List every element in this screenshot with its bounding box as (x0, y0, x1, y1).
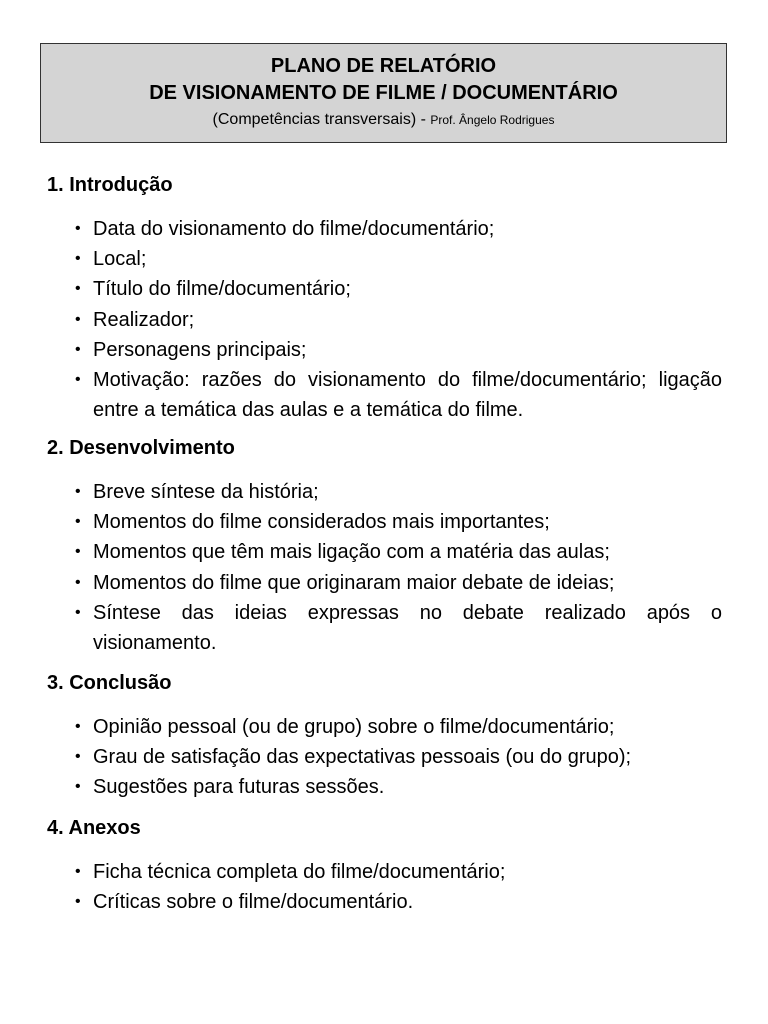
bullet-icon: • (75, 513, 81, 531)
bullet-icon: • (75, 748, 81, 766)
bullet-list (47, 712, 722, 803)
list-item-text: Críticas sobre o filme/documentário. (93, 891, 414, 914)
bullet-list (47, 214, 722, 425)
bullet-icon: • (75, 863, 81, 880)
list-item-text: Ficha técnica completa do filme/documentário; (93, 861, 506, 883)
list-item-text: Momentos que têm mais ligação com a matéria das aulas; (93, 541, 610, 564)
document-title-line2: DE VISIONAMENTO DE FILME / DOCUMENTÁRIO (149, 82, 618, 104)
document-subtitle (41, 110, 726, 130)
list-item (47, 477, 722, 507)
bullet-icon: • (75, 893, 81, 911)
section-title: 4. Anexos (47, 817, 141, 839)
section-conclusao (47, 671, 722, 803)
list-item (47, 887, 722, 917)
list-item-text: Síntese das ideias expressas no debate realizado após o visionamento. (93, 601, 722, 655)
list-item (47, 772, 722, 802)
list-item-text: Personagens principais; (93, 338, 307, 361)
list-item (47, 507, 722, 537)
list-item (47, 214, 722, 244)
list-item-text: Título do filme/documentário; (93, 278, 351, 301)
bullet-icon: • (75, 280, 81, 298)
bullet-icon: • (75, 603, 81, 621)
list-item (47, 857, 722, 887)
bullet-icon: • (75, 483, 81, 500)
bullet-icon: • (75, 371, 81, 389)
bullet-list (47, 477, 722, 658)
list-item-text: Data do visionamento do filme/documentário; (93, 218, 495, 240)
document-header (40, 43, 727, 143)
section-anexos (47, 816, 722, 917)
bullet-icon: • (75, 543, 81, 561)
document-title-line1: PLANO DE RELATÓRIO (270, 55, 497, 77)
list-item (47, 305, 722, 335)
section-title: 1. Introdução (47, 174, 173, 196)
subtitle-text: (Competências transversais) (212, 111, 417, 128)
list-item (47, 274, 722, 304)
section-desenvolvimento (47, 436, 722, 658)
subtitle-separator: - (416, 111, 431, 128)
list-item-text: Local; (93, 248, 147, 271)
list-item-text: Momentos do filme que originaram maior debate de ideias; (93, 571, 615, 594)
list-item-text: Motivação: razões do visionamento do filme/documentário; ligação entre a temática das aulas e a temática do filme. (93, 369, 722, 422)
list-item (47, 537, 722, 567)
section-title: 3. Conclusão (47, 672, 172, 694)
section-introducao (47, 173, 722, 425)
author-name: Prof. Ângelo Rodrigues (430, 113, 555, 127)
list-item-text: Realizador; (93, 308, 195, 331)
bullet-icon: • (75, 573, 81, 591)
list-item (47, 244, 722, 274)
list-item-text: Opinião pessoal (ou de grupo) sobre o filme/documentário; (93, 716, 615, 738)
bullet-list (47, 857, 722, 917)
bullet-icon: • (75, 220, 81, 237)
bullet-icon: • (75, 778, 81, 796)
list-item (47, 335, 722, 365)
list-item (47, 598, 722, 658)
list-item-text: Grau de satisfação das expectativas pessoais (ou do grupo); (93, 746, 632, 769)
bullet-icon: • (75, 310, 81, 328)
list-item-text: Breve síntese da história; (93, 481, 319, 503)
list-item-text: Momentos do filme considerados mais importantes; (93, 511, 550, 534)
bullet-icon: • (75, 250, 81, 268)
list-item (47, 365, 722, 425)
list-item (47, 568, 722, 598)
bullet-icon: • (75, 340, 81, 358)
bullet-icon: • (75, 718, 81, 735)
list-item (47, 712, 722, 742)
section-title: 2. Desenvolvimento (47, 437, 235, 459)
list-item-text: Sugestões para futuras sessões. (93, 776, 385, 799)
list-item (47, 742, 722, 772)
